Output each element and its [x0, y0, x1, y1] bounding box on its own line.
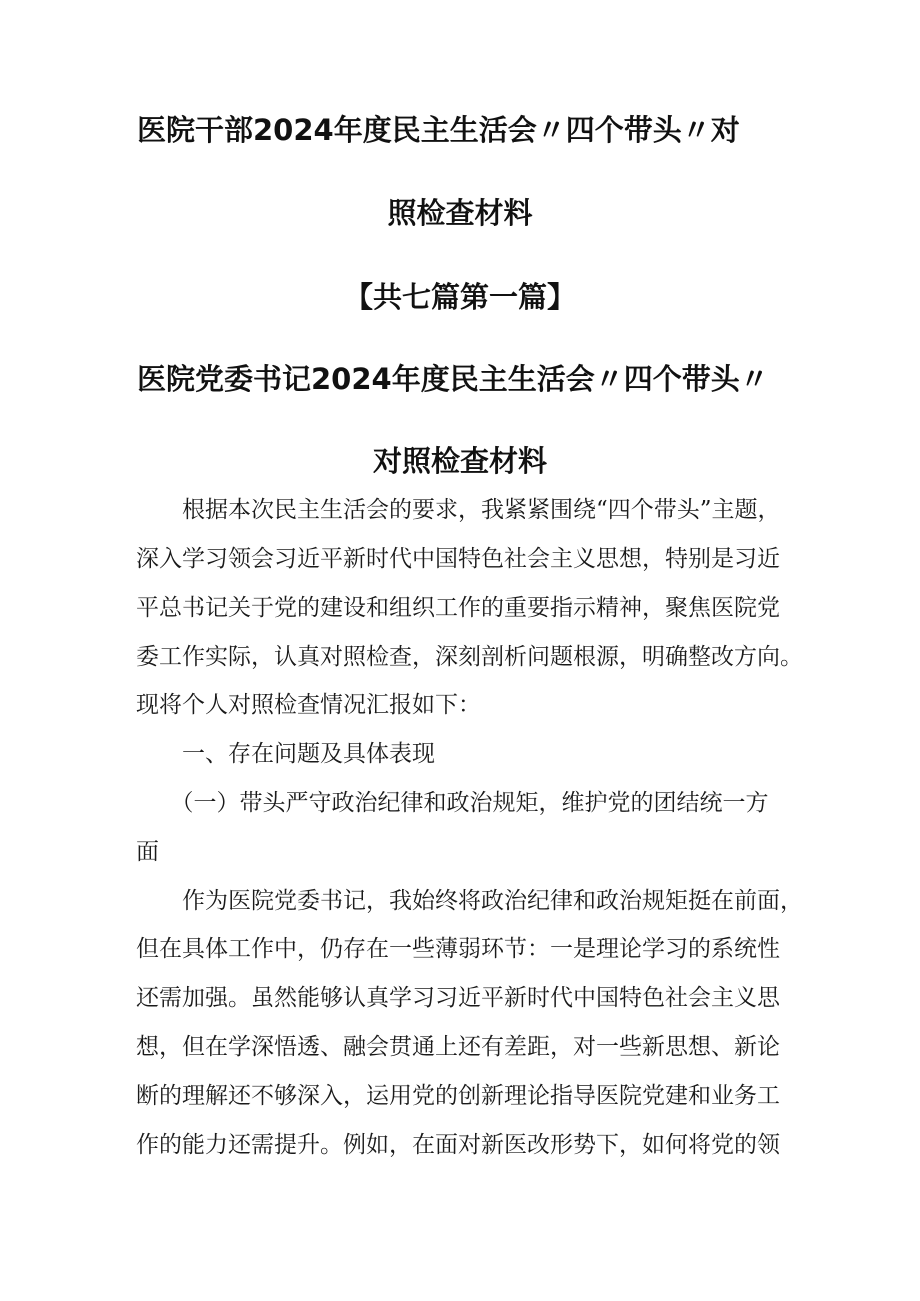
body-text-line: 作的能力还需提升。例如，在面对新医改形势下，如何将党的领 — [136, 1132, 780, 1158]
body-text-line: 还需加强。虽然能够认真学习习近平新时代中国特色社会主义思 — [136, 985, 780, 1011]
section-heading-problems: 一、存在问题及具体表现 — [136, 741, 435, 767]
body-text-line: 现将个人对照检查情况汇报如下： — [136, 692, 481, 718]
document-title-line-2: 照检查材料 — [387, 196, 533, 230]
section-heading-line-1: 医院党委书记2024年度民主生活会〃四个带头〃 — [137, 362, 769, 396]
body-text-line: 根据本次民主生活会的要求，我紧紧围绕“四个带头”主题， — [136, 497, 781, 523]
body-text-line: 断的理解还不够深入，运用党的创新理论指导医院党建和业务工 — [136, 1083, 780, 1109]
body-text-line: 想，但在学深悟透、融会贯通上还有差距，对一些新思想、新论 — [136, 1034, 780, 1060]
body-text-line: 平总书记关于党的建设和组织工作的重要指示精神，聚焦医院党 — [136, 595, 780, 621]
document-title-line-1: 医院干部2024年度民主生活会〃四个带头〃对 — [137, 113, 740, 147]
document-subtitle: 【共七篇第一篇】 — [343, 280, 576, 314]
body-text-line: 委工作实际，认真对照检查，深刻剖析问题根源，明确整改方向。 — [136, 644, 803, 670]
body-text-line: 作为医院党委书记，我始终将政治纪律和政治规矩挺在前面， — [136, 888, 803, 914]
body-text-line: 但在具体工作中，仍存在一些薄弱环节：一是理论学习的系统性 — [136, 936, 780, 962]
body-text-line: 深入学习领会习近平新时代中国特色社会主义思想，特别是习近 — [136, 546, 780, 572]
subsection-heading-continued: 面 — [136, 839, 159, 865]
section-heading-line-2: 对照检查材料 — [372, 444, 547, 478]
subsection-heading: （一）带头严守政治纪律和政治规矩，维护党的团结统一方 — [136, 790, 769, 816]
